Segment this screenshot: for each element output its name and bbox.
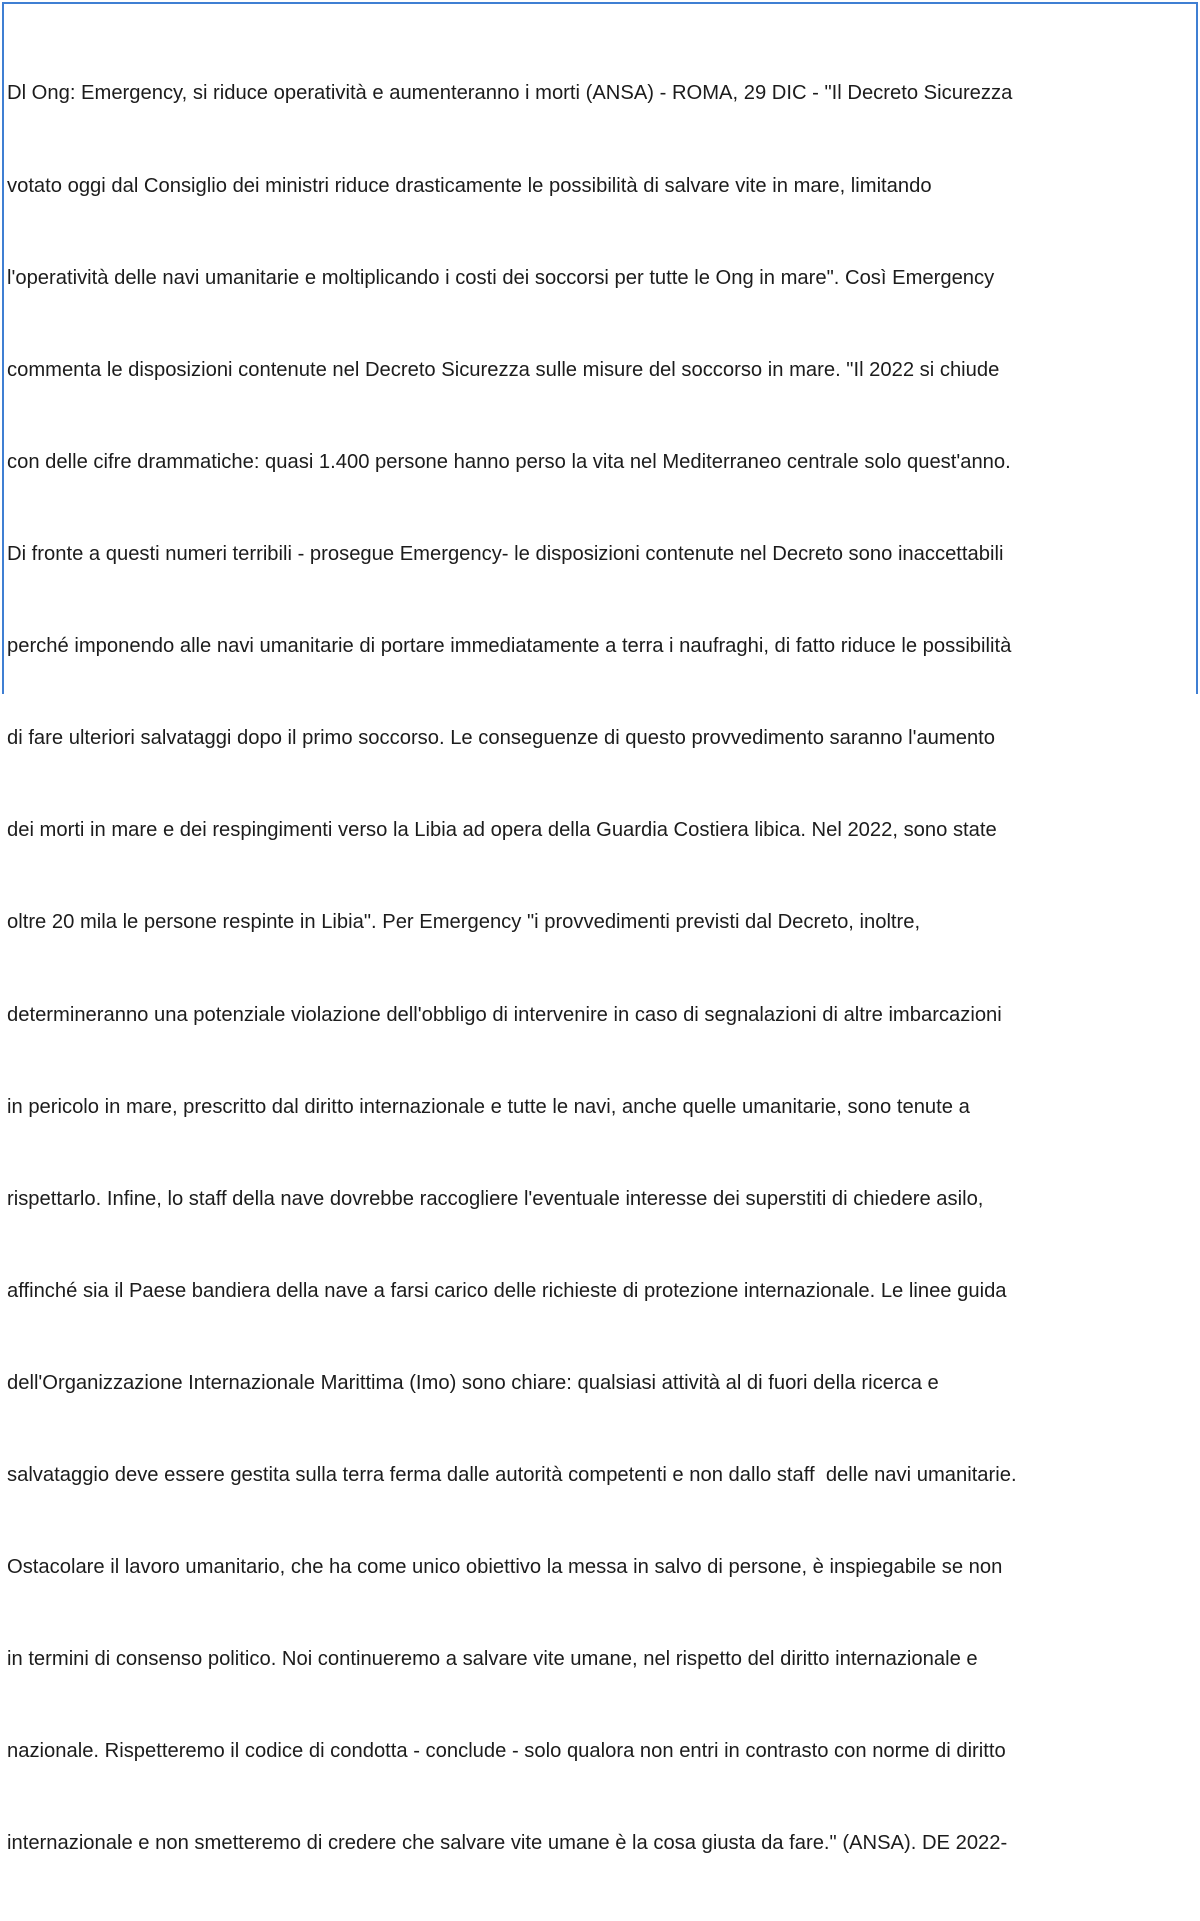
article-line-4: commenta le disposizioni contenute nel Decreto Sicurezza sulle misure del soccorso in mare. "Il 2022 si chiude	[7, 358, 1000, 381]
article-line-5: con delle cifre drammatiche: quasi 1.400 persone hanno perso la vita nel Mediterraneo centrale solo quest'anno.	[7, 450, 1011, 473]
article-line-11: determineranno una potenziale violazione dell'obbligo di intervenire in caso di segnalazioni di altre imbarcazioni	[7, 1003, 1002, 1026]
article-line-18: in termini di consenso politico. Noi continueremo a salvare vite umane, nel rispetto del diritto internazionale e	[7, 1648, 978, 1671]
article-line-13: rispettarlo. Infine, lo staff della nave dovrebbe raccogliere l'eventuale interesse dei superstiti di chiedere asilo,	[7, 1187, 984, 1210]
article-line-10: oltre 20 mila le persone respinte in Libia". Per Emergency "i provvedimenti previsti dal Decreto, inoltre,	[7, 911, 921, 934]
article-line-2: votato oggi dal Consiglio dei ministri riduce drasticamente le possibilità di salvare vite in mare, limitando	[7, 174, 932, 197]
article-line-3: l'operatività delle navi umanitarie e moltiplicando i costi dei soccorsi per tutte le Ong in mare". Così Emergency	[7, 266, 995, 289]
article-line-19: nazionale. Rispetteremo il codice di condotta - conclude - solo qualora non entri in contrasto con norme di diritto	[7, 1740, 1006, 1763]
article-line-14: affinché sia il Paese bandiera della nave a farsi carico delle richieste di protezione internazionale. Le linee guida	[7, 1279, 1007, 1302]
article-line-16: salvataggio deve essere gestita sulla terra ferma dalle autorità competenti e non dallo staff delle navi umanitarie.	[7, 1464, 1017, 1487]
article-line-9: dei morti in mare e dei respingimenti verso la Libia ad opera della Guardia Costiera libica. Nel 2022, sono state	[7, 819, 997, 842]
article-line-7: perché imponendo alle navi umanitarie di portare immediatamente a terra i naufraghi, di fatto riduce le possibilità	[7, 635, 1012, 658]
article-line-12: in pericolo in mare, prescritto dal diritto internazionale e tutte le navi, anche quelle umanitarie, sono tenute a	[7, 1095, 970, 1118]
article-line-8: di fare ulteriori salvataggi dopo il primo soccorso. Le conseguenze di questo provvedimento saranno l'aumento	[7, 727, 996, 750]
article-line-15: dell'Organizzazione Internazionale Marittima (Imo) sono chiare: qualsiasi attività al di fuori della ricerca e	[7, 1371, 939, 1394]
article-text	[4, 4, 1196, 1921]
article-line-6: Di fronte a questi numeri terribili - prosegue Emergency- le disposizioni contenute nel Decreto sono inaccettabili	[7, 542, 1004, 565]
article-frame	[2, 2, 1198, 1855]
article-line-1: Dl Ong: Emergency, si riduce operatività e aumenteranno i morti (ANSA) - ROMA, 29 DIC - "Il Decreto Sicurezza	[7, 82, 1013, 105]
article-line-20: internazionale e non smetteremo di credere che salvare vite umane è la cosa giusta da fare." (ANSA). DE 2022-	[7, 1832, 1008, 1855]
article-line-17: Ostacolare il lavoro umanitario, che ha come unico obiettivo la messa in salvo di persone, è inspiegabile se non	[7, 1556, 1003, 1579]
